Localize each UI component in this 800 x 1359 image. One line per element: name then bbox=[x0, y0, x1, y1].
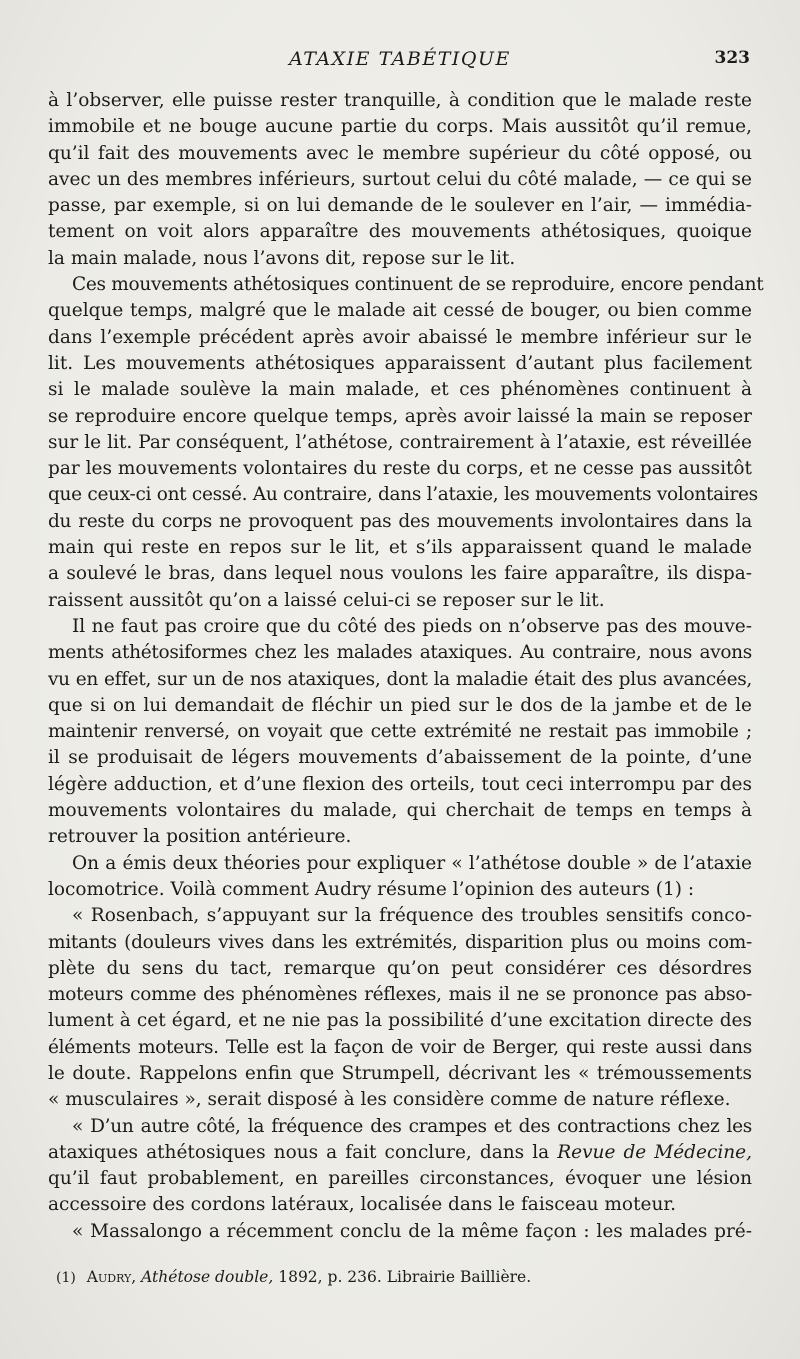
footnote-title: Athétose double, bbox=[141, 1268, 274, 1286]
running-title: ATAXIE TABÉTIQUE bbox=[289, 48, 511, 70]
text-line: avec un des membres inférieurs, surtout celui du côté malade, — ce qui se bbox=[48, 168, 752, 190]
paragraph bbox=[48, 614, 752, 851]
text-line bbox=[48, 1140, 752, 1166]
text-line: ments athétosiformes chez les malades ataxiques. Au contraire, nous avons bbox=[48, 642, 752, 664]
text-line: immobile et ne bouge aucune partie du corps. Mais aussitôt qu’il remue, bbox=[48, 116, 752, 138]
text-line: accessoire des cordons latéraux, localisée dans le faisceau moteur. bbox=[48, 1194, 677, 1216]
text-line: « musculaires », serait disposé à les considère comme de nature réflexe. bbox=[48, 1089, 731, 1111]
text-line: si le malade soulève la main malade, et ces phénomènes continuent à bbox=[48, 379, 752, 401]
text-line: mitants (douleurs vives dans les extrémités, disparition plus ou moins com- bbox=[48, 931, 752, 953]
text-line: qu’il faut probablement, en pareilles circonstances, évoquer une lésion bbox=[48, 1168, 752, 1190]
text-line: que ceux-ci ont cessé. Au contraire, dans l’ataxie, les mouvements volontaires bbox=[48, 484, 758, 506]
text-line: main qui reste en repos sur le lit, et s’ils apparaissent quand le malade bbox=[48, 537, 752, 559]
text-line: lit. Les mouvements athétosiques apparaissent d’autant plus facilement bbox=[48, 352, 752, 374]
paragraph bbox=[48, 272, 764, 614]
text-segment: ataxiques athétosiques nous a fait conclure, dans la bbox=[48, 1141, 558, 1163]
text-line: On a émis deux théories pour expliquer « l’athétose double » de l’ataxie bbox=[72, 852, 752, 874]
text-line: le doute. Rappelons enfin que Strumpell, décrivant les « trémoussements bbox=[48, 1062, 752, 1084]
text-line: il se produisait de légers mouvements d’abaissement de la pointe, d’une bbox=[48, 747, 752, 769]
text-line: moteurs comme des phénomènes réflexes, mais il ne se prononce pas abso- bbox=[48, 984, 752, 1006]
text-line: dans l’exemple précédent après avoir abaissé le membre inférieur sur le bbox=[48, 326, 752, 348]
text-line: du reste du corps ne provoquent pas des mouvements involontaires dans la bbox=[48, 510, 752, 532]
text-line: Ces mouvements athétosiques continuent de se reproduire, encore pendant bbox=[72, 274, 764, 296]
text-line: raissent aussitôt qu’on a laissé celui-ci se reposer sur le lit. bbox=[48, 589, 605, 611]
text-line: « Rosenbach, s’appuyant sur la fréquence des troubles sensitifs conco- bbox=[72, 905, 752, 927]
text-line: par les mouvements volontaires du reste du corps, et ne cesse pas aussitôt bbox=[48, 458, 752, 480]
text-line: que si on lui demandait de fléchir un pied sur le dos de la jambe et de le bbox=[48, 694, 752, 716]
text-line: qu’il fait des mouvements avec le membre supérieur du côté opposé, ou bbox=[48, 142, 752, 164]
text-line: « D’un autre côté, la fréquence des crampes et des contractions chez les bbox=[72, 1115, 752, 1137]
text-line: maintenir renversé, on voyait que cette extrémité ne restait pas immobile ; bbox=[48, 721, 752, 743]
text-line: tement on voit alors apparaître des mouvements athétosiques, quoique bbox=[48, 221, 752, 243]
text-line: Il ne faut pas croire que du côté des pieds on n’observe pas des mouve- bbox=[72, 615, 752, 637]
paragraph bbox=[48, 1219, 752, 1245]
text-line: lument à cet égard, et ne nie pas la possibilité d’une excitation directe des bbox=[48, 1010, 752, 1032]
footnote bbox=[56, 1268, 756, 1286]
text-line: passe, par exemple, si on lui demande de le soulever en l’air, — immédia- bbox=[48, 195, 752, 217]
journal-title: Revue de Médecine, bbox=[557, 1141, 752, 1163]
text-line: la main malade, nous l’avons dit, repose sur le lit. bbox=[48, 247, 516, 269]
text-line: éléments moteurs. Telle est la façon de voir de Berger, qui reste aussi dans bbox=[48, 1036, 752, 1058]
text-line: vu en effet, sur un de nos ataxiques, dont la maladie était des plus avancées, bbox=[48, 668, 752, 690]
page-number: 323 bbox=[714, 48, 750, 68]
footnote-author: Audry, bbox=[86, 1268, 137, 1286]
text-line: a soulevé le bras, dans lequel nous voulons les faire apparaître, ils dispa- bbox=[48, 563, 752, 585]
footnote-marker: (1) bbox=[56, 1270, 76, 1286]
text-line: se reproduire encore quelque temps, après avoir laissé la main se reposer bbox=[48, 405, 752, 427]
text-line: « Massalongo a récemment conclu de la même façon : les malades pré- bbox=[72, 1220, 752, 1242]
paragraph bbox=[48, 851, 752, 904]
paragraph bbox=[48, 903, 752, 1113]
text-line: retrouver la position antérieure. bbox=[48, 826, 352, 848]
text-line: plète du sens du tact, remarque qu’on peut considérer ces désordres bbox=[48, 957, 752, 979]
text-line: mouvements volontaires du malade, qui cherchait de temps en temps à bbox=[48, 800, 752, 822]
text-line: légère adduction, et d’une flexion des orteils, tout ceci interrompu par des bbox=[48, 773, 752, 795]
text-line: quelque temps, malgré que le malade ait cessé de bouger, ou bien comme bbox=[48, 300, 752, 322]
body-text bbox=[48, 88, 764, 1245]
text-line: locomotrice. Voilà comment Audry résume l’opinion des auteurs (1) : bbox=[48, 878, 695, 900]
paragraph bbox=[48, 88, 752, 272]
paragraph bbox=[48, 1114, 752, 1219]
text-line: sur le lit. Par conséquent, l’athétose, contrairement à l’ataxie, est réveillée bbox=[48, 431, 752, 453]
page-header bbox=[48, 48, 752, 74]
text-line: à l’observer, elle puisse rester tranquille, à condition que le malade reste bbox=[48, 90, 752, 111]
footnote-details: 1892, p. 236. Librairie Baillière. bbox=[278, 1268, 532, 1286]
